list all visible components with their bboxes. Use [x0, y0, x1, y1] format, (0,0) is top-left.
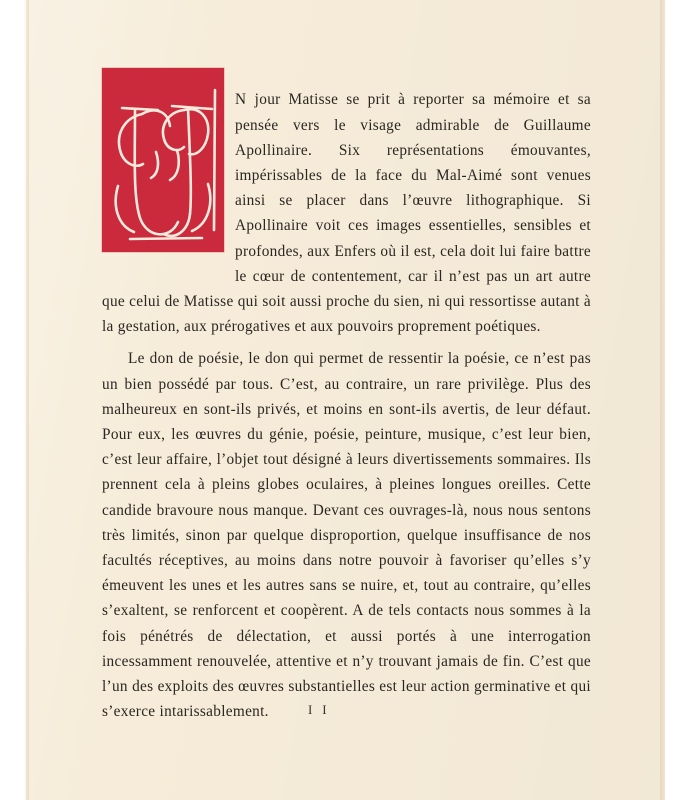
paragraph-one — [102, 87, 591, 339]
page-content — [102, 0, 591, 800]
paper-edge-left — [24, 0, 29, 800]
illustration-text-wrap-spacer — [102, 87, 235, 268]
paragraph-one-text: jour Matisse se prit à reporter sa mémoire et sa pensée vers le visage admirable de Guillaume Apollinaire. Six représentations émouvantes, impérissables de la face du Mal-Aimé sont venues ainsi se placer dans l’œuvre lithographique. Si Apollinaire voit ces images essentielles, sensibles et profondes, aux Enfers où il est, cela doit lui faire battre le cœur de contentement, car il n’est pas un art autre que celui de Matisse qui soit aussi proche du sien, ni qui ressortisse autant à la gestation, aux prérogatives et aux pouvoirs proprement poétiques. — [102, 91, 591, 336]
paragraph-two: Le don de poésie, le don qui permet de ressentir la poésie, ce n’est pas un bien possédé par tous. C’est, au contraire, un rare privilège. Plus des malheureux en sont-ils privés, et moins en sont-ils avertis, de leur défaut. Pour eux, les œuvres du génie, poésie, peinture, musique, c’est leur bien, c’est leur affaire, l’objet tout désigné à leurs divertissements sommaires. Ils prennent cela à pleins globes oculaires, à pleines longues oreilles. Cette candide bravoure nous manque. Devant ces ouvrages-là, nous nous sentons très limités, sinon par quelque disproportion, quelque insuffisance de nos facultés réceptives, au moins dans notre pouvoir à favoriser qu’elles s’y émeuvent les unes et les autres sans se nuire, et, tout au contraire, qu’elles s’exaltent, se renforcent et coopèrent. A de tels contacts nous sommes à la fois pénétrés de délectation, et aussi portés à une interrogation incessamment renouvelée, attentive et n’y trouvant jamais de fin. C’est que l’un des exploits des œuvres substantielles est leur action germinative et qui s’exerce intarissablement. — [102, 350, 591, 721]
paragraph-one-initial-letter: N — [235, 91, 247, 109]
paper-edge-right — [660, 0, 666, 800]
page-number-folio: I I — [307, 702, 331, 717]
